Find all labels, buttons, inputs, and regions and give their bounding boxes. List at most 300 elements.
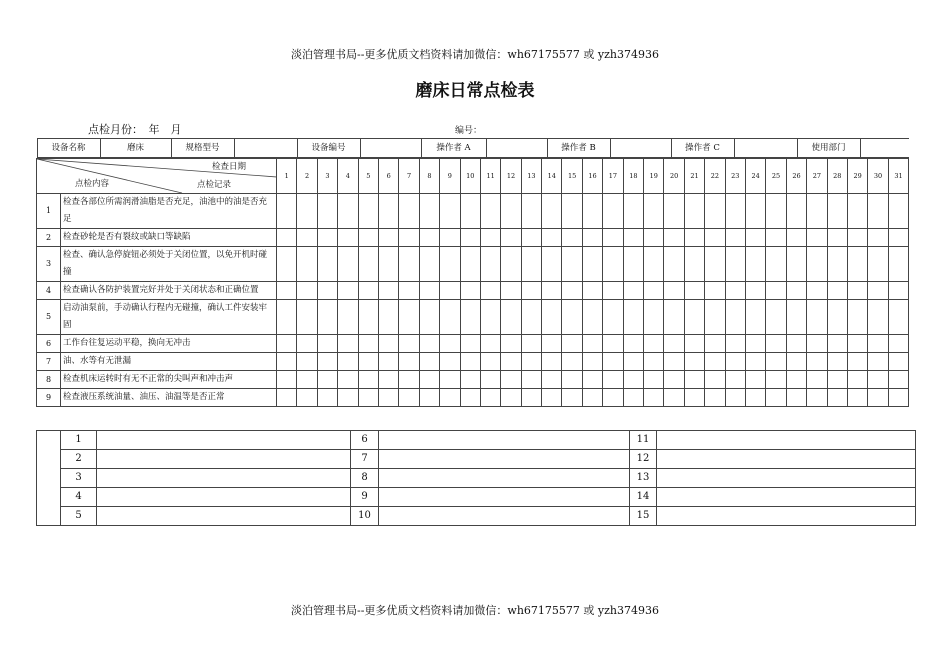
check-cell[interactable] — [725, 353, 745, 371]
check-cell[interactable] — [745, 247, 765, 282]
check-cell[interactable] — [868, 282, 888, 300]
check-cell[interactable] — [480, 229, 500, 247]
check-cell[interactable] — [664, 194, 684, 229]
check-cell[interactable] — [745, 229, 765, 247]
check-cell[interactable] — [501, 371, 521, 389]
check-cell[interactable] — [501, 282, 521, 300]
check-cell[interactable] — [888, 353, 908, 371]
check-cell[interactable] — [501, 194, 521, 229]
check-cell[interactable] — [786, 282, 806, 300]
check-cell[interactable] — [603, 335, 623, 353]
check-cell[interactable] — [725, 282, 745, 300]
check-cell[interactable] — [684, 335, 704, 353]
check-cell[interactable] — [542, 247, 562, 282]
check-cell[interactable] — [277, 282, 297, 300]
check-cell[interactable] — [725, 371, 745, 389]
note-field[interactable] — [657, 469, 916, 488]
check-cell[interactable] — [460, 194, 480, 229]
check-cell[interactable] — [664, 247, 684, 282]
check-cell[interactable] — [644, 371, 664, 389]
check-cell[interactable] — [277, 300, 297, 335]
check-cell[interactable] — [358, 371, 378, 389]
check-cell[interactable] — [419, 371, 439, 389]
check-cell[interactable] — [745, 300, 765, 335]
check-cell[interactable] — [378, 300, 398, 335]
check-cell[interactable] — [419, 389, 439, 407]
check-cell[interactable] — [399, 247, 419, 282]
check-cell[interactable] — [664, 300, 684, 335]
check-cell[interactable] — [521, 247, 541, 282]
check-cell[interactable] — [786, 194, 806, 229]
check-cell[interactable] — [745, 194, 765, 229]
note-field[interactable] — [97, 469, 351, 488]
check-cell[interactable] — [460, 229, 480, 247]
check-cell[interactable] — [399, 194, 419, 229]
check-cell[interactable] — [440, 335, 460, 353]
check-cell[interactable] — [501, 300, 521, 335]
check-cell[interactable] — [297, 194, 317, 229]
check-cell[interactable] — [725, 229, 745, 247]
check-cell[interactable] — [358, 229, 378, 247]
check-cell[interactable] — [582, 353, 602, 371]
check-cell[interactable] — [684, 247, 704, 282]
check-cell[interactable] — [664, 335, 684, 353]
check-cell[interactable] — [582, 389, 602, 407]
check-cell[interactable] — [542, 389, 562, 407]
check-cell[interactable] — [786, 389, 806, 407]
check-cell[interactable] — [888, 335, 908, 353]
check-cell[interactable] — [501, 335, 521, 353]
check-cell[interactable] — [582, 229, 602, 247]
note-field[interactable] — [379, 488, 630, 507]
check-cell[interactable] — [297, 389, 317, 407]
check-cell[interactable] — [603, 300, 623, 335]
check-cell[interactable] — [603, 194, 623, 229]
check-cell[interactable] — [847, 300, 867, 335]
check-cell[interactable] — [562, 247, 582, 282]
check-cell[interactable] — [807, 194, 827, 229]
check-cell[interactable] — [338, 194, 358, 229]
check-cell[interactable] — [419, 300, 439, 335]
check-cell[interactable] — [419, 229, 439, 247]
check-cell[interactable] — [501, 389, 521, 407]
check-cell[interactable] — [827, 282, 847, 300]
check-cell[interactable] — [847, 194, 867, 229]
check-cell[interactable] — [807, 353, 827, 371]
check-cell[interactable] — [419, 282, 439, 300]
check-cell[interactable] — [542, 300, 562, 335]
check-cell[interactable] — [480, 353, 500, 371]
check-cell[interactable] — [378, 371, 398, 389]
check-cell[interactable] — [317, 389, 337, 407]
check-cell[interactable] — [338, 300, 358, 335]
check-cell[interactable] — [338, 353, 358, 371]
check-cell[interactable] — [521, 335, 541, 353]
check-cell[interactable] — [847, 335, 867, 353]
check-cell[interactable] — [766, 371, 786, 389]
check-cell[interactable] — [807, 229, 827, 247]
check-cell[interactable] — [684, 300, 704, 335]
check-cell[interactable] — [501, 247, 521, 282]
check-cell[interactable] — [847, 229, 867, 247]
check-cell[interactable] — [419, 247, 439, 282]
check-cell[interactable] — [766, 194, 786, 229]
check-cell[interactable] — [358, 389, 378, 407]
check-cell[interactable] — [705, 300, 725, 335]
check-cell[interactable] — [460, 371, 480, 389]
department-value[interactable] — [860, 139, 909, 158]
check-cell[interactable] — [827, 247, 847, 282]
check-cell[interactable] — [297, 229, 317, 247]
check-cell[interactable] — [623, 300, 643, 335]
check-cell[interactable] — [664, 229, 684, 247]
check-cell[interactable] — [705, 371, 725, 389]
check-cell[interactable] — [297, 247, 317, 282]
check-cell[interactable] — [562, 282, 582, 300]
check-cell[interactable] — [277, 229, 297, 247]
check-cell[interactable] — [868, 247, 888, 282]
check-cell[interactable] — [440, 247, 460, 282]
check-cell[interactable] — [562, 353, 582, 371]
check-cell[interactable] — [664, 353, 684, 371]
model-value[interactable] — [234, 139, 297, 158]
check-cell[interactable] — [562, 194, 582, 229]
check-cell[interactable] — [868, 335, 888, 353]
check-cell[interactable] — [745, 371, 765, 389]
check-cell[interactable] — [460, 389, 480, 407]
check-cell[interactable] — [664, 389, 684, 407]
check-cell[interactable] — [562, 389, 582, 407]
check-cell[interactable] — [582, 335, 602, 353]
check-cell[interactable] — [807, 247, 827, 282]
check-cell[interactable] — [623, 353, 643, 371]
check-cell[interactable] — [786, 229, 806, 247]
check-cell[interactable] — [644, 282, 664, 300]
check-cell[interactable] — [603, 389, 623, 407]
check-cell[interactable] — [297, 353, 317, 371]
note-field[interactable] — [379, 507, 630, 526]
note-field[interactable] — [379, 450, 630, 469]
check-cell[interactable] — [847, 282, 867, 300]
note-field[interactable] — [97, 431, 351, 450]
check-cell[interactable] — [786, 371, 806, 389]
check-cell[interactable] — [888, 229, 908, 247]
equipment-no-value[interactable] — [360, 139, 421, 158]
check-cell[interactable] — [378, 229, 398, 247]
check-cell[interactable] — [745, 353, 765, 371]
check-cell[interactable] — [338, 389, 358, 407]
check-cell[interactable] — [399, 371, 419, 389]
check-cell[interactable] — [277, 335, 297, 353]
check-cell[interactable] — [378, 194, 398, 229]
check-cell[interactable] — [338, 282, 358, 300]
check-cell[interactable] — [807, 300, 827, 335]
check-cell[interactable] — [338, 229, 358, 247]
check-cell[interactable] — [521, 229, 541, 247]
check-cell[interactable] — [542, 229, 562, 247]
check-cell[interactable] — [888, 282, 908, 300]
check-cell[interactable] — [644, 335, 664, 353]
check-cell[interactable] — [582, 194, 602, 229]
check-cell[interactable] — [460, 282, 480, 300]
check-cell[interactable] — [745, 282, 765, 300]
check-cell[interactable] — [847, 389, 867, 407]
check-cell[interactable] — [562, 300, 582, 335]
check-cell[interactable] — [705, 247, 725, 282]
check-cell[interactable] — [684, 389, 704, 407]
check-cell[interactable] — [521, 371, 541, 389]
check-cell[interactable] — [440, 282, 460, 300]
check-cell[interactable] — [542, 335, 562, 353]
check-cell[interactable] — [480, 282, 500, 300]
check-cell[interactable] — [277, 371, 297, 389]
check-cell[interactable] — [786, 335, 806, 353]
note-field[interactable] — [97, 507, 351, 526]
check-cell[interactable] — [827, 300, 847, 335]
check-cell[interactable] — [317, 194, 337, 229]
check-cell[interactable] — [868, 371, 888, 389]
check-cell[interactable] — [399, 229, 419, 247]
check-cell[interactable] — [807, 371, 827, 389]
check-cell[interactable] — [562, 335, 582, 353]
check-cell[interactable] — [317, 282, 337, 300]
check-cell[interactable] — [460, 247, 480, 282]
check-cell[interactable] — [725, 335, 745, 353]
check-cell[interactable] — [521, 389, 541, 407]
check-cell[interactable] — [480, 335, 500, 353]
check-cell[interactable] — [419, 194, 439, 229]
check-cell[interactable] — [827, 353, 847, 371]
check-cell[interactable] — [399, 282, 419, 300]
check-cell[interactable] — [358, 194, 378, 229]
check-cell[interactable] — [644, 389, 664, 407]
check-cell[interactable] — [745, 389, 765, 407]
check-cell[interactable] — [827, 371, 847, 389]
check-cell[interactable] — [786, 300, 806, 335]
check-cell[interactable] — [562, 229, 582, 247]
check-cell[interactable] — [440, 389, 460, 407]
check-cell[interactable] — [440, 353, 460, 371]
check-cell[interactable] — [766, 229, 786, 247]
check-cell[interactable] — [888, 194, 908, 229]
check-cell[interactable] — [338, 335, 358, 353]
check-cell[interactable] — [582, 247, 602, 282]
check-cell[interactable] — [542, 282, 562, 300]
check-cell[interactable] — [807, 389, 827, 407]
note-field[interactable] — [97, 450, 351, 469]
check-cell[interactable] — [378, 353, 398, 371]
check-cell[interactable] — [582, 282, 602, 300]
check-cell[interactable] — [297, 335, 317, 353]
check-cell[interactable] — [847, 247, 867, 282]
check-cell[interactable] — [725, 247, 745, 282]
check-cell[interactable] — [705, 389, 725, 407]
check-cell[interactable] — [358, 300, 378, 335]
check-cell[interactable] — [582, 371, 602, 389]
check-cell[interactable] — [480, 371, 500, 389]
check-cell[interactable] — [725, 300, 745, 335]
operator-c-value[interactable] — [734, 139, 797, 158]
check-cell[interactable] — [664, 371, 684, 389]
check-cell[interactable] — [440, 371, 460, 389]
note-field[interactable] — [657, 450, 916, 469]
check-cell[interactable] — [888, 371, 908, 389]
check-cell[interactable] — [888, 389, 908, 407]
check-cell[interactable] — [378, 247, 398, 282]
check-cell[interactable] — [847, 371, 867, 389]
check-cell[interactable] — [603, 353, 623, 371]
check-cell[interactable] — [766, 389, 786, 407]
check-cell[interactable] — [664, 282, 684, 300]
check-cell[interactable] — [419, 335, 439, 353]
check-cell[interactable] — [521, 300, 541, 335]
check-cell[interactable] — [378, 335, 398, 353]
check-cell[interactable] — [501, 353, 521, 371]
check-cell[interactable] — [358, 335, 378, 353]
check-cell[interactable] — [827, 335, 847, 353]
note-field[interactable] — [379, 469, 630, 488]
check-cell[interactable] — [277, 247, 297, 282]
check-cell[interactable] — [480, 389, 500, 407]
check-cell[interactable] — [603, 371, 623, 389]
operator-b-value[interactable] — [610, 139, 671, 158]
check-cell[interactable] — [766, 247, 786, 282]
note-field[interactable] — [379, 431, 630, 450]
check-cell[interactable] — [440, 300, 460, 335]
check-cell[interactable] — [644, 229, 664, 247]
check-cell[interactable] — [480, 300, 500, 335]
check-cell[interactable] — [317, 247, 337, 282]
check-cell[interactable] — [277, 353, 297, 371]
check-cell[interactable] — [317, 229, 337, 247]
check-cell[interactable] — [684, 371, 704, 389]
check-cell[interactable] — [562, 371, 582, 389]
check-cell[interactable] — [705, 229, 725, 247]
check-cell[interactable] — [603, 282, 623, 300]
check-cell[interactable] — [521, 282, 541, 300]
check-cell[interactable] — [378, 389, 398, 407]
check-cell[interactable] — [623, 194, 643, 229]
check-cell[interactable] — [542, 371, 562, 389]
check-cell[interactable] — [399, 353, 419, 371]
check-cell[interactable] — [745, 335, 765, 353]
check-cell[interactable] — [378, 282, 398, 300]
check-cell[interactable] — [868, 389, 888, 407]
check-cell[interactable] — [868, 353, 888, 371]
check-cell[interactable] — [358, 282, 378, 300]
check-cell[interactable] — [623, 371, 643, 389]
check-cell[interactable] — [603, 247, 623, 282]
check-cell[interactable] — [440, 229, 460, 247]
check-cell[interactable] — [460, 353, 480, 371]
check-cell[interactable] — [644, 300, 664, 335]
check-cell[interactable] — [766, 282, 786, 300]
check-cell[interactable] — [521, 353, 541, 371]
check-cell[interactable] — [297, 282, 317, 300]
check-cell[interactable] — [684, 353, 704, 371]
check-cell[interactable] — [317, 300, 337, 335]
check-cell[interactable] — [868, 229, 888, 247]
check-cell[interactable] — [623, 247, 643, 282]
check-cell[interactable] — [807, 335, 827, 353]
check-cell[interactable] — [868, 194, 888, 229]
check-cell[interactable] — [705, 335, 725, 353]
check-cell[interactable] — [338, 247, 358, 282]
check-cell[interactable] — [766, 353, 786, 371]
check-cell[interactable] — [786, 247, 806, 282]
check-cell[interactable] — [684, 282, 704, 300]
check-cell[interactable] — [460, 335, 480, 353]
operator-a-value[interactable] — [486, 139, 547, 158]
check-cell[interactable] — [827, 389, 847, 407]
check-cell[interactable] — [317, 335, 337, 353]
check-cell[interactable] — [847, 353, 867, 371]
check-cell[interactable] — [338, 371, 358, 389]
check-cell[interactable] — [684, 229, 704, 247]
note-field[interactable] — [657, 431, 916, 450]
check-cell[interactable] — [827, 229, 847, 247]
check-cell[interactable] — [766, 335, 786, 353]
check-cell[interactable] — [888, 247, 908, 282]
check-cell[interactable] — [644, 194, 664, 229]
check-cell[interactable] — [623, 335, 643, 353]
note-field[interactable] — [97, 488, 351, 507]
check-cell[interactable] — [725, 389, 745, 407]
check-cell[interactable] — [705, 282, 725, 300]
check-cell[interactable] — [786, 353, 806, 371]
check-cell[interactable] — [277, 194, 297, 229]
note-field[interactable] — [657, 488, 916, 507]
check-cell[interactable] — [684, 194, 704, 229]
check-cell[interactable] — [623, 282, 643, 300]
check-cell[interactable] — [297, 300, 317, 335]
check-cell[interactable] — [705, 353, 725, 371]
check-cell[interactable] — [888, 300, 908, 335]
check-cell[interactable] — [582, 300, 602, 335]
note-field[interactable] — [657, 507, 916, 526]
check-cell[interactable] — [623, 389, 643, 407]
check-cell[interactable] — [644, 247, 664, 282]
check-cell[interactable] — [317, 371, 337, 389]
check-cell[interactable] — [766, 300, 786, 335]
check-cell[interactable] — [501, 229, 521, 247]
check-cell[interactable] — [317, 353, 337, 371]
check-cell[interactable] — [542, 353, 562, 371]
check-cell[interactable] — [521, 194, 541, 229]
check-cell[interactable] — [399, 300, 419, 335]
check-cell[interactable] — [725, 194, 745, 229]
check-cell[interactable] — [440, 194, 460, 229]
check-cell[interactable] — [277, 389, 297, 407]
check-cell[interactable] — [460, 300, 480, 335]
check-cell[interactable] — [297, 371, 317, 389]
check-cell[interactable] — [644, 353, 664, 371]
check-cell[interactable] — [542, 194, 562, 229]
check-cell[interactable] — [480, 194, 500, 229]
check-cell[interactable] — [603, 229, 623, 247]
check-cell[interactable] — [807, 282, 827, 300]
check-cell[interactable] — [623, 229, 643, 247]
check-cell[interactable] — [399, 335, 419, 353]
check-cell[interactable] — [705, 194, 725, 229]
check-cell[interactable] — [358, 353, 378, 371]
check-cell[interactable] — [358, 247, 378, 282]
check-cell[interactable] — [868, 300, 888, 335]
check-cell[interactable] — [399, 389, 419, 407]
check-cell[interactable] — [480, 247, 500, 282]
check-cell[interactable] — [827, 194, 847, 229]
check-cell[interactable] — [419, 353, 439, 371]
